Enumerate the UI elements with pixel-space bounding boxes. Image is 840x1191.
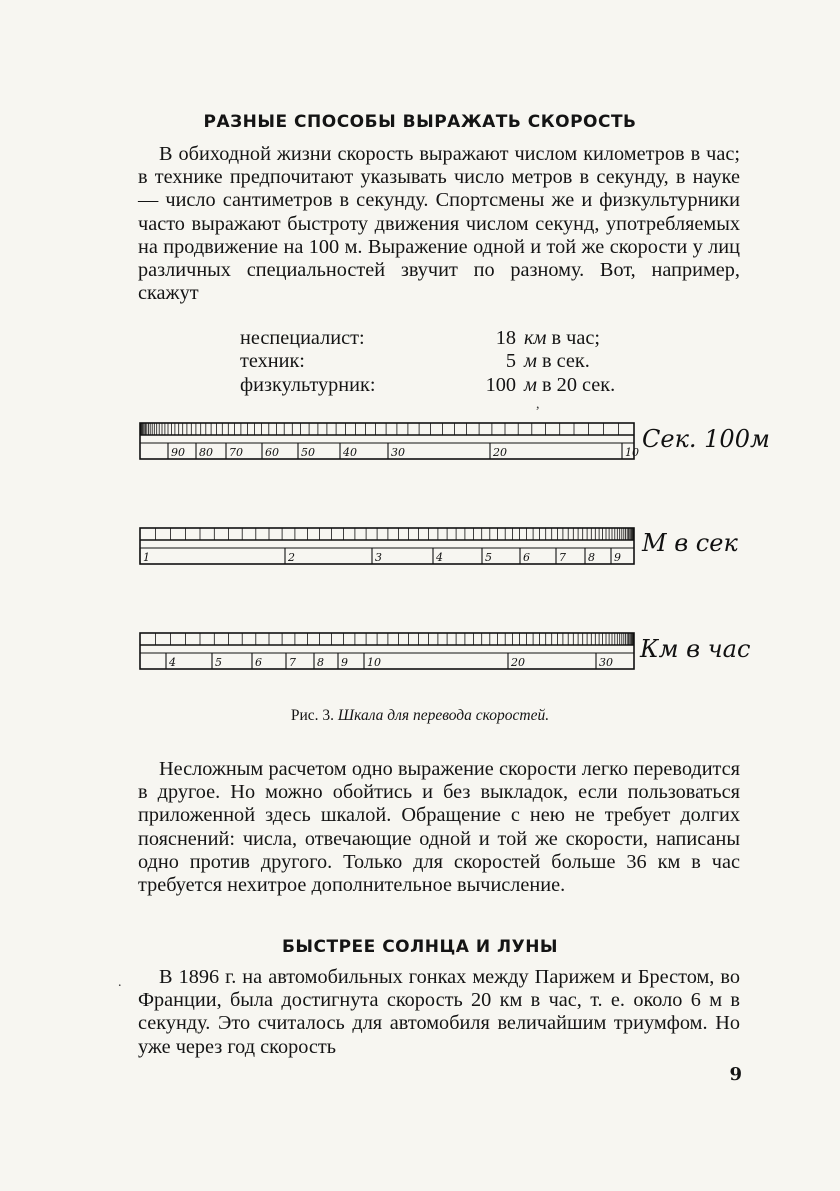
scale-tick-label: 70 — [229, 446, 243, 459]
speed-row-label: физкультурник: — [240, 373, 376, 396]
scale-tick-label: 30 — [599, 656, 613, 669]
speed-row-value: 5 — [505, 350, 516, 373]
scale-tick-label: 5 — [215, 656, 222, 669]
unit-suffix: в сек. — [542, 350, 590, 373]
speed-row-value: 18 — [495, 327, 516, 349]
figure-caption-number: Рис. 3. — [290, 707, 335, 724]
unit-abbr: м — [524, 373, 537, 396]
figure-caption — [0, 707, 840, 725]
scale-tick-label: 1 — [143, 551, 150, 564]
scale-tick-label: 20 — [493, 446, 507, 459]
scale-tick-label: 4 — [436, 551, 443, 564]
scale-tick-label: 4 — [169, 656, 176, 669]
print-speck: . — [118, 975, 122, 990]
scale-tick-label: 6 — [255, 656, 262, 669]
unit-abbr: м — [524, 350, 537, 373]
unit-suffix: в час; — [551, 327, 601, 349]
speed-row-label: техник: — [240, 350, 305, 373]
scale-tick-label: 7 — [559, 551, 566, 564]
scale-tick-label: 8 — [317, 656, 324, 669]
print-speck: , — [536, 397, 540, 412]
scale-label: Сек. 100м — [642, 425, 770, 453]
scale-tick-label: 60 — [265, 446, 279, 459]
section-title-faster-than-sun: БЫСТРЕЕ СОЛНЦА И ЛУНЫ — [281, 937, 559, 957]
scale-label: Км в час — [640, 635, 751, 663]
scale-tick-label: 9 — [341, 656, 348, 669]
scale-tick-label: 8 — [588, 551, 595, 564]
scale-tick-label: 10 — [625, 446, 639, 459]
scale-label: М в сек — [642, 529, 738, 557]
scale-tick-label: 20 — [511, 656, 525, 669]
scale-tick-label: 9 — [614, 551, 621, 564]
scale-tick-label: 6 — [523, 551, 530, 564]
paragraph-scale-usage: Несложным расчетом одно выражение скорости легко переводится в другое. Но можно обойтись и без выкладок, если пользоваться приложенной здесь шкалой. Обращение с нею не требует долгих пояснений: числа, отвечающие одной и той же скорости, написаны одно против другого. Только для скоростей больше 36 км в час требуется нехитрое дополнительное вычисление. — [138, 758, 740, 897]
scale-tick-label: 80 — [199, 446, 213, 459]
section-title-speed-methods: РАЗНЫЕ СПОСОБЫ ВЫРАЖАТЬ СКОРОСТЬ — [203, 112, 637, 132]
unit-suffix: в 20 сек. — [542, 373, 616, 396]
paragraph-race-1896: В 1896 г. на автомобильных гонках между Парижем и Брестом, во Франции, была достигнута скорость 20 км в час, т. е. около 6 м в секунду. Это считалось для автомобиля величайшим триумфом. Но уже через год скорость — [138, 966, 740, 1058]
scale-tick-label: 10 — [367, 656, 381, 669]
scale-km-per-hour — [140, 633, 750, 669]
unit-abbr: км — [524, 327, 547, 349]
paragraph-speed-units: В обиходной жизни скорость выражают числом километров в час; в технике предпочитают указывать число метров в секунду, в науке — число сантиметров в секунду. Спортсмены же и физкультурники часто выражают быстроту движения числом секунд, употребляемых на продвижение на 100 м. Выражение одной и той же скорости у лиц различных специальностей звучит по разному. Вот, например, скажут — [138, 143, 740, 305]
scale-tick-label: 50 — [301, 446, 315, 459]
figure-caption-text: Шкала для перевода скоростей. — [337, 707, 550, 724]
scale-tick-label: 5 — [485, 551, 492, 564]
scale-tick-label: 3 — [375, 551, 382, 564]
scale-sec-100m — [140, 423, 770, 459]
scale-tick-label: 30 — [391, 446, 405, 459]
page-number: 9 — [729, 1064, 742, 1085]
speed-row-value: 100 — [485, 373, 516, 396]
scale-tick-label: 40 — [343, 446, 357, 459]
scale-tick-label: 90 — [171, 446, 185, 459]
scale-tick-label: 2 — [288, 551, 295, 564]
scale-tick-label: 7 — [289, 656, 296, 669]
scale-m-per-sec — [140, 528, 738, 564]
speed-row-label: неспециалист: — [240, 327, 365, 349]
